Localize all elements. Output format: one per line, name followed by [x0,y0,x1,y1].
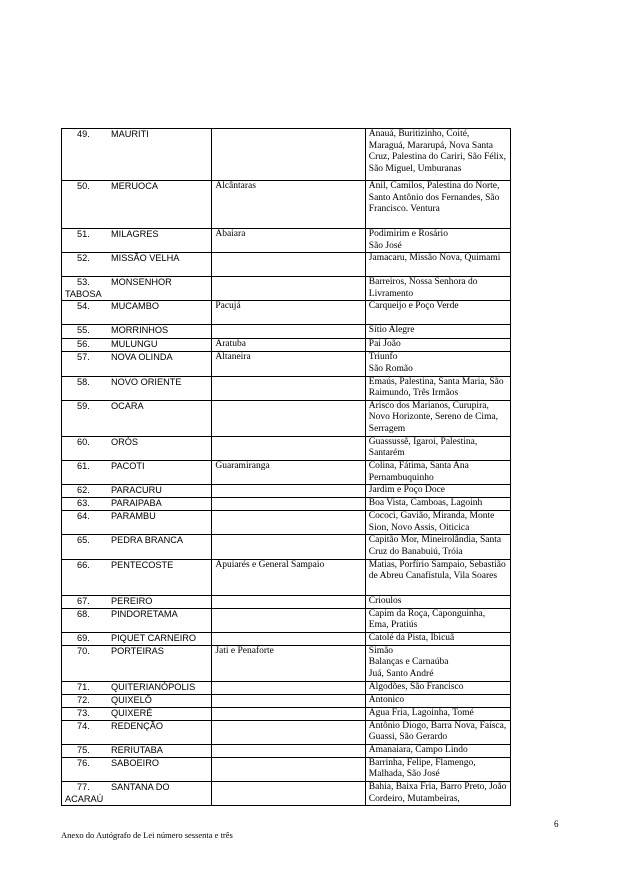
row-number: 75. [77,744,90,755]
annexed-municipality-cell: Aratuba [212,339,365,352]
annexed-municipality-cell [212,498,365,511]
municipality-name: QUIXERÉ [111,707,153,718]
table-row [62,595,511,608]
municipality-name: PARAIPABA [111,498,162,509]
table-row [62,498,511,511]
row-number: 62. [77,485,90,496]
districts-table-body [62,129,511,806]
annexed-municipality-cell: Abaiara [212,229,365,253]
municipality-name: OCARA [111,400,144,411]
districts-cell: Crioulos [365,595,510,608]
municipality-name: PORTEIRAS [111,645,164,656]
annexed-municipality-cell: Alcântaras [212,181,365,229]
table-row [62,681,511,694]
districts-cell: Cococi, Gavião, Miranda, Monte Sion, Novo Assis, Oiticica [365,511,510,535]
districts-cell: Catolé da Pista, Ibicuã [365,632,510,645]
row-number: 66. [77,559,90,570]
row-number: 59. [77,400,90,411]
annexed-municipality-cell [212,608,365,632]
table-row [62,632,511,645]
municipality-cell [62,707,212,720]
municipality-cell [62,744,212,757]
municipality-cell [62,339,212,352]
annexed-municipality-cell [212,744,365,757]
municipality-name: NOVO ORIENTE [111,376,182,387]
municipality-name: SABOEIRO [111,757,159,768]
municipality-name: MAURITI [111,129,149,139]
districts-cell: Bahia, Baixa Fria, Barro Preto, João Cordeiro, Mutambeiras, [365,782,510,806]
table-row [62,511,511,535]
districts-cell: Pai João [365,339,510,352]
annexed-municipality-cell: Jati e Penaforte [212,645,365,681]
table-row [62,485,511,498]
table-row [62,645,511,681]
municipality-name: PEDRA BRANCA [111,535,183,546]
annexed-municipality-cell: Altaneira [212,352,365,376]
municipality-name: PACOTI [111,460,145,471]
municipality-name: MULUNGU [111,339,158,350]
table-row [62,559,511,595]
districts-cell: Jamacaru, Missão Nova, Quimami [365,253,510,277]
row-number: 57. [77,352,90,363]
annexed-municipality-cell: Apuiarés e General Sampaio [212,559,365,595]
row-number: 68. [77,608,90,619]
table-row [62,339,511,352]
annexed-municipality-cell [212,720,365,744]
row-number: 63. [77,498,90,509]
districts-cell: Podimirim e Rosário São José [365,229,510,253]
municipality-cell [62,325,212,339]
municipality-name: NOVA OLINDA [111,352,173,363]
annexed-municipality-cell [212,707,365,720]
districts-cell: Jardim e Poço Doce [365,485,510,498]
districts-cell: Antônio Diogo, Barra Nova, Faísca, Guassi, São Gerardo [365,720,510,744]
municipality-cell [62,436,212,460]
row-number: 52. [77,253,90,264]
annexed-municipality-cell [212,681,365,694]
municipality-name: MILAGRES [111,229,159,239]
districts-cell: Anil, Camilos, Palestina do Norte, Santo Antônio dos Fernandes, São Francisco. Ventura [365,181,510,229]
municipality-name: PENTECOSTE [111,559,174,570]
table-row [62,694,511,707]
table-row [62,301,511,325]
row-number: 60. [77,436,90,447]
row-number: 51. [77,229,90,239]
table-row [62,757,511,781]
table-row [62,744,511,757]
municipality-cell [62,129,212,181]
annexed-municipality-cell [212,485,365,498]
annexed-municipality-cell [212,782,365,806]
districts-cell: Agua Fria, Lagoinha, Tomé [365,707,510,720]
districts-cell: Simão Balanças e Carnaúba Juá, Santo André [365,645,510,681]
districts-cell: Amanaiara, Campo Lindo [365,744,510,757]
row-number: 72. [77,694,90,705]
districts-cell: Boa Vista, Camboas, Lagoinh [365,498,510,511]
row-number: 53. [77,277,90,288]
annexed-municipality-cell [212,535,365,559]
municipality-cell [62,757,212,781]
footer-text: Anexo do Autógrafo de Lei número sessenta e três [61,830,233,840]
districts-cell: Anauá, Buritizinho, Coité, Maraguá, Mararupá, Nova Santa Cruz, Palestina do Cariri, São Félix, São Miguel, Umburanas [365,129,510,181]
municipality-name: SANTANA DO ACARAÚ [65,782,170,804]
municipality-cell [62,460,212,484]
municipality-cell [62,229,212,253]
municipality-name: QUITERIANÓPOLIS [111,681,196,692]
row-number: 67. [77,595,90,606]
page-number: 6 [554,819,559,829]
municipality-cell [62,681,212,694]
districts-cell: Guassussê, Igaroí, Palestina, Santarém [365,436,510,460]
districts-cell: Barreiros, Nossa Senhora do Livramento [365,277,510,301]
annexed-municipality-cell: Pacujá [212,301,365,325]
districts-cell: Algodões, São Francisco [365,681,510,694]
table-row [62,277,511,301]
annexed-municipality-cell [212,376,365,400]
municipality-cell [62,485,212,498]
row-number: 55. [77,325,90,336]
municipality-cell [62,376,212,400]
municipality-cell [62,277,212,301]
row-number: 58. [77,376,90,387]
municipality-name: PEREIRO [111,595,153,606]
annexed-municipality-cell [212,511,365,535]
municipality-name: MORRINHOS [111,325,169,336]
municipality-cell [62,720,212,744]
districts-cell: Emaús, Palestina, Santa Maria, São Raimundo, Três Irmãos [365,376,510,400]
table-row [62,253,511,277]
municipality-cell [62,694,212,707]
annexed-municipality-cell [212,436,365,460]
districts-cell: Sítio Alegre [365,325,510,339]
table-row [62,782,511,806]
municipality-cell [62,608,212,632]
table-row [62,436,511,460]
table-row [62,535,511,559]
districts-cell: Arisco dos Marianos, Curupira, Novo Horizonte, Sereno de Cima, Serragem [365,400,510,436]
row-number: 74. [77,720,90,731]
districts-cell: Colina, Fátima, Santa Ana Pernambuquinho [365,460,510,484]
annexed-municipality-cell [212,694,365,707]
municipality-name: QUIXELÔ [111,694,152,705]
row-number: 49. [77,129,90,139]
municipality-cell [62,181,212,229]
annexed-municipality-cell [212,757,365,781]
districts-cell: Capim da Roça, Caponguinha, Ema, Pratiús [365,608,510,632]
municipality-cell [62,511,212,535]
table-row [62,229,511,253]
municipality-name: PARAMBU [111,511,156,522]
districts-cell: Triunfo São Romão [365,352,510,376]
annexed-municipality-cell [212,400,365,436]
municipality-name: REDENÇÃO [111,720,164,731]
districts-cell: Matias, Porfírio Sampaio, Sebastião de Abreu Canafístula, Vila Soares [365,559,510,595]
districts-table [61,128,511,806]
annexed-municipality-cell [212,632,365,645]
table-row [62,129,511,181]
municipality-name: ORÓS [111,436,139,447]
municipality-cell [62,595,212,608]
municipality-name: MISSÃO VELHA [111,253,180,264]
municipality-cell [62,498,212,511]
table-row [62,707,511,720]
annexed-municipality-cell [212,595,365,608]
municipality-cell [62,535,212,559]
municipality-name: MONSENHOR TABOSA [65,277,172,299]
municipality-name: PINDORETAMA [111,608,178,619]
row-number: 71. [77,681,90,692]
municipality-cell [62,400,212,436]
municipality-cell [62,645,212,681]
municipality-name: RERIUTABA [111,744,163,755]
districts-cell: Capitão Mor, Mineirolândia, Santa Cruz do Banabuiú, Tróia [365,535,510,559]
row-number: 64. [77,511,90,522]
municipality-name: PIQUET CARNEIRO [111,632,197,643]
annexed-municipality-cell: Guaramiranga [212,460,365,484]
districts-cell: Carqueijo e Poço Verde [365,301,510,325]
row-number: 77. [77,782,90,793]
districts-cell: Barrinha, Felipe, Flamengo, Malhada, São José [365,757,510,781]
table-row [62,608,511,632]
municipality-name: MUCAMBO [111,301,159,312]
annexed-municipality-cell [212,277,365,301]
row-number: 73. [77,707,90,718]
municipality-cell [62,253,212,277]
row-number: 54. [77,301,90,312]
row-number: 56. [77,339,90,350]
municipality-name: MERUOCA [111,181,158,191]
annexed-municipality-cell [212,129,365,181]
row-number: 61. [77,460,90,471]
table-row [62,400,511,436]
row-number: 50. [77,181,90,191]
municipality-cell [62,352,212,376]
table-row [62,352,511,376]
municipality-cell [62,559,212,595]
municipality-cell [62,782,212,806]
table-row [62,181,511,229]
municipality-cell [62,301,212,325]
row-number: 69. [77,632,90,643]
table-row [62,376,511,400]
annexed-municipality-cell [212,253,365,277]
municipality-cell [62,632,212,645]
row-number: 65. [77,535,90,546]
table-row [62,325,511,339]
row-number: 76. [77,757,90,768]
municipality-name: PARACURU [111,485,162,496]
annexed-municipality-cell [212,325,365,339]
row-number: 70. [77,645,90,656]
table-row [62,720,511,744]
table-row [62,460,511,484]
districts-cell: Antonico [365,694,510,707]
